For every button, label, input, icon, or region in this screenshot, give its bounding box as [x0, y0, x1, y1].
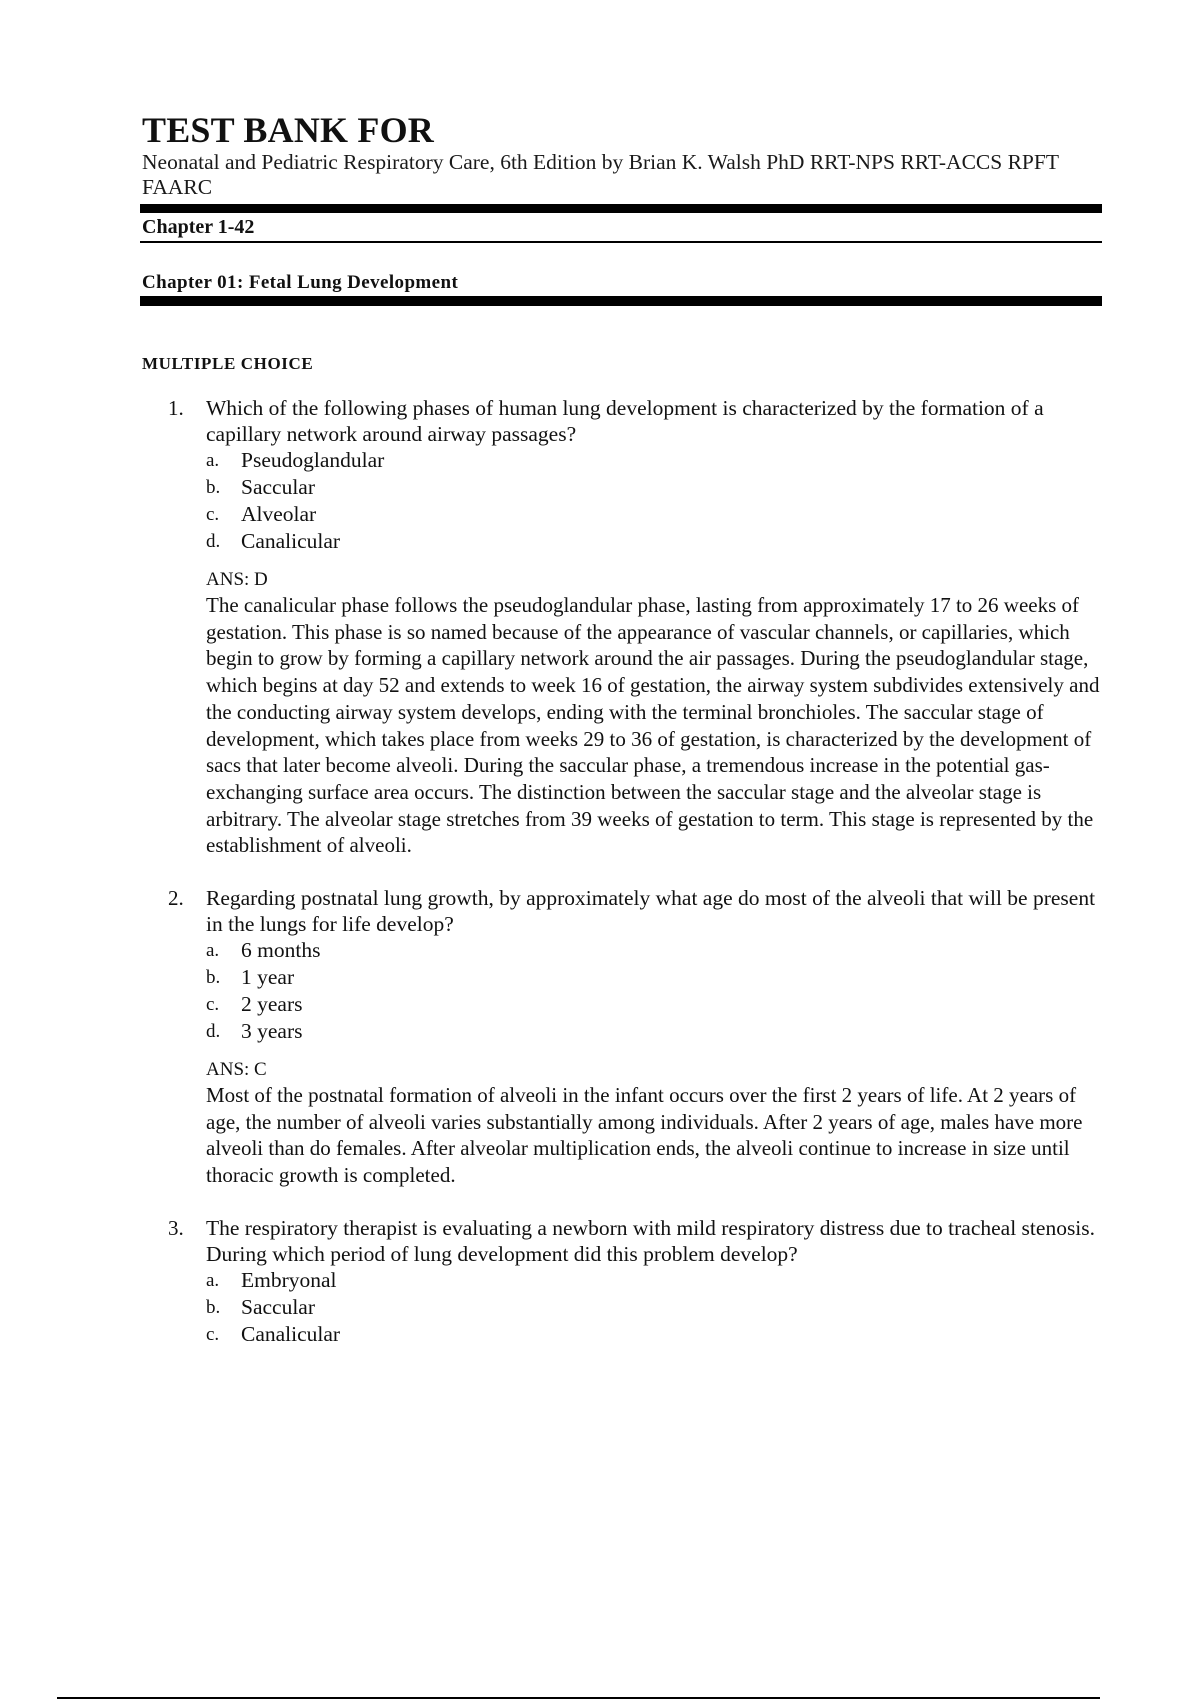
question-item [142, 885, 1100, 1189]
option-text: Saccular [241, 475, 316, 499]
option-text: 1 year [241, 965, 295, 990]
footer-divider [57, 1697, 1100, 1699]
option-text: Pseudoglandular [241, 448, 385, 472]
chapter-range: Chapter 1-42 [142, 216, 255, 238]
answer-option [206, 447, 1100, 474]
answer-option [206, 528, 1100, 555]
option-text: Alveolar [241, 502, 317, 526]
option-letter: c. [206, 1323, 220, 1345]
option-letter: a. [206, 940, 220, 962]
option-letter: b. [206, 967, 221, 989]
option-letter: a. [206, 1269, 220, 1291]
option-letter: c. [206, 994, 220, 1016]
question-item [142, 1215, 1100, 1348]
option-text: Saccular [241, 1294, 316, 1319]
answer-option [206, 1267, 1100, 1294]
divider-thick [140, 296, 1102, 306]
option-text: Canalicular [241, 1321, 341, 1346]
document-title: TEST BANK FOR [142, 110, 435, 150]
option-text: 3 years [241, 1019, 303, 1044]
answer-key: ANS: D [206, 569, 268, 590]
answer-options [206, 1267, 1100, 1348]
question-list [142, 395, 1100, 1348]
option-text: Canalicular [241, 529, 341, 553]
question-text: The respiratory therapist is evaluating a newborn with mild respiratory distress due to tracheal stenosis. During which period of lung development did this problem develop? [206, 1215, 1096, 1266]
question-item [142, 395, 1100, 859]
option-letter: c. [206, 504, 220, 525]
answer-option [206, 1018, 1100, 1045]
option-letter: d. [206, 1021, 221, 1043]
option-text: 6 months [241, 938, 321, 963]
question-number: 3. [168, 1215, 184, 1240]
option-text: Embryonal [241, 1267, 337, 1292]
option-letter: d. [206, 531, 221, 552]
answer-option [206, 937, 1100, 964]
option-letter: b. [206, 477, 221, 498]
question-number: 1. [168, 396, 184, 420]
divider-thin [140, 241, 1102, 243]
answer-key: ANS: C [206, 1059, 267, 1081]
answer-option [206, 501, 1100, 528]
answer-option [206, 1321, 1100, 1348]
answer-rationale: The canalicular phase follows the pseudoglandular phase, lasting from approximately 17 to 26 weeks of gestation. This phase is so named because of the appearance of vascular channels, or capillaries, which begin to grow by forming a capillary network around the air passages. During the pseudoglandular stage, which begins at day 52 and extends to week 16 of gestation, the airway system subdivides extensively and the conducting airway system develops, ending with the terminal bronchioles. The saccular stage of development, which takes place from weeks 29 to 36 of gestation, is characterized by the development of sacs that later become alveoli. During the saccular phase, a tremendous increase in the potential gas-exchanging surface area occurs. The distinction between the saccular stage and the alveolar stage is arbitrary. The alveolar stage stretches from 39 weeks of gestation to term. This stage is represented by the establishment of alveoli. [206, 593, 1100, 858]
answer-options [206, 937, 1100, 1045]
answer-rationale: Most of the postnatal formation of alveoli in the infant occurs over the first 2 years of life. At 2 years of age, the number of alveoli varies substantially among individuals. After 2 years of age, males have more alveoli than do females. After alveolar multiplication ends, the alveoli continue to increase in size until thoracic growth is completed. [206, 1083, 1083, 1188]
answer-options [206, 447, 1100, 555]
divider-thick [140, 204, 1102, 213]
option-text: 2 years [241, 992, 303, 1017]
answer-option [206, 991, 1100, 1018]
answer-option [206, 474, 1100, 501]
answer-option [206, 1294, 1100, 1321]
question-text: Which of the following phases of human lung development is characterized by the formation of a capillary network around airway passages? [206, 396, 1044, 446]
question-text: Regarding postnatal lung growth, by approximately what age do most of the alveoli that will be present in the lungs for life develop? [206, 886, 1096, 937]
question-number: 2. [168, 886, 184, 911]
book-subtitle: Neonatal and Pediatric Respiratory Care, 6th Edition by Brian K. Walsh PhD RRT-NPS RRT-ACCS RPFT FAARC [142, 150, 1059, 199]
option-letter: a. [206, 450, 220, 471]
option-letter: b. [206, 1296, 221, 1318]
chapter-title: Chapter 01: Fetal Lung Development [142, 272, 459, 293]
answer-option [206, 964, 1100, 991]
document-page [142, 110, 1100, 1374]
section-heading: MULTIPLE CHOICE [142, 354, 314, 373]
